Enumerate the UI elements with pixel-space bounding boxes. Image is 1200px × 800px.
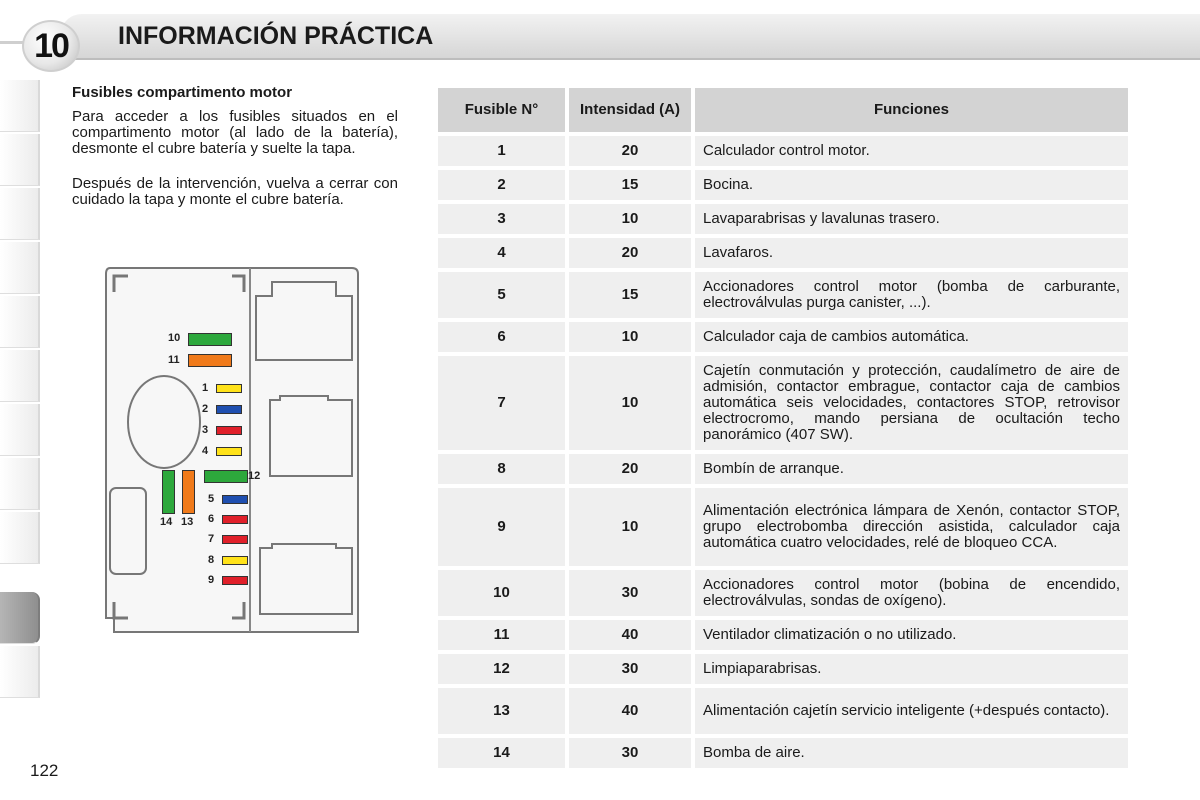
chapter-tab[interactable]	[0, 646, 40, 698]
fuse-8	[222, 556, 248, 565]
fuse-function: Alimentación cajetín servicio inteligente (+después contacto).	[695, 688, 1128, 734]
fuse-5	[222, 495, 248, 504]
table-row	[438, 454, 1128, 484]
fuse-function: Accionadores control motor (bomba de carburante, electroválvulas purga canister, ...).	[695, 272, 1128, 318]
fuse-function: Accionadores control motor (bobina de encendido, electroválvulas, sondas de oxígeno).	[695, 570, 1128, 616]
table-row	[438, 738, 1128, 768]
fuse-14	[162, 470, 175, 514]
fuse-number: 5	[438, 272, 565, 318]
fuse-label-11: 11	[168, 354, 180, 366]
fuse-label-7: 7	[208, 533, 215, 545]
table-row	[438, 688, 1128, 734]
table-row	[438, 356, 1128, 450]
fuse-function: Bomba de aire.	[695, 738, 1128, 768]
fuse-13	[182, 470, 195, 514]
chapter-tab[interactable]	[0, 242, 40, 294]
fuse-2	[216, 405, 242, 414]
table-row	[438, 570, 1128, 616]
fuse-function: Alimentación electrónica lámpara de Xenón, contactor STOP, grupo electrobomba dirección asistida, calculador caja automática cuatro velocidades, relé de bloqueo CCA.	[695, 488, 1128, 566]
table-row	[438, 204, 1128, 234]
fuse-10	[188, 333, 232, 346]
fuse-number: 3	[438, 204, 565, 234]
table-row	[438, 170, 1128, 200]
chapter-badge: 10	[22, 20, 80, 72]
fuse-label-9: 9	[208, 574, 215, 586]
fuse-amps: 15	[569, 272, 691, 318]
fuse-7	[222, 535, 248, 544]
table-row	[438, 272, 1128, 318]
fuse-number: 13	[438, 688, 565, 734]
fuse-number: 4	[438, 238, 565, 268]
fuse-number: 9	[438, 488, 565, 566]
fuse-number: 7	[438, 356, 565, 450]
chapter-tab[interactable]	[0, 458, 40, 510]
fuse-number: 1	[438, 136, 565, 166]
fuse-label-6: 6	[208, 513, 215, 525]
fuse-3	[216, 426, 242, 435]
column-header-fuse: Fusible N°	[438, 88, 565, 132]
fuse-number: 2	[438, 170, 565, 200]
fuse-number: 12	[438, 654, 565, 684]
fuse-number: 10	[438, 570, 565, 616]
column-header-amps: Intensidad (A)	[569, 88, 691, 132]
fuse-label-10: 10	[168, 332, 181, 344]
chapter-tab[interactable]	[0, 80, 40, 132]
fuse-amps: 10	[569, 322, 691, 352]
fuse-label-1: 1	[202, 382, 209, 394]
fuse-number: 14	[438, 738, 565, 768]
fuse-function: Lavaparabrisas y lavalunas trasero.	[695, 204, 1128, 234]
chapter-tab[interactable]	[0, 188, 40, 240]
fuse-label-8: 8	[208, 554, 215, 566]
fuse-amps: 20	[569, 136, 691, 166]
fuse-amps: 10	[569, 204, 691, 234]
fuse-function: Cajetín conmutación y protección, caudalímetro de aire de admisión, contactor embrague, contactor caja de cambios automática seis velocidades, contactores STOP, retrovisor electrocromo, mando persiana de ocultación techo panorámico (407 SW).	[695, 356, 1128, 450]
table-row	[438, 322, 1128, 352]
chapter-tab[interactable]	[0, 512, 40, 564]
fuse-function: Limpiaparabrisas.	[695, 654, 1128, 684]
column-header-functions: Funciones	[695, 88, 1128, 132]
fuse-function: Bocina.	[695, 170, 1128, 200]
fuse-label-12: 12	[248, 470, 261, 482]
fuse-table	[434, 84, 1132, 772]
fuse-amps: 40	[569, 620, 691, 650]
chapter-tabs	[0, 80, 44, 720]
chapter-tab[interactable]	[0, 350, 40, 402]
table-row	[438, 654, 1128, 684]
chapter-tab[interactable]	[0, 134, 40, 186]
fuse-number: 6	[438, 322, 565, 352]
fuse-amps: 15	[569, 170, 691, 200]
fuse-amps: 30	[569, 570, 691, 616]
fuse-6	[222, 515, 248, 524]
fuse-function: Calculador caja de cambios automática.	[695, 322, 1128, 352]
fuse-11	[188, 354, 232, 367]
fuse-amps: 30	[569, 738, 691, 768]
fuse-function: Ventilador climatización o no utilizado.	[695, 620, 1128, 650]
fuse-amps: 10	[569, 488, 691, 566]
table-row	[438, 238, 1128, 268]
fuse-amps: 20	[569, 454, 691, 484]
fuse-number: 11	[438, 620, 565, 650]
fuse-label-3: 3	[202, 424, 209, 436]
fuse-4	[216, 447, 242, 456]
fuse-label-14: 14	[160, 516, 173, 528]
fuse-amps: 20	[569, 238, 691, 268]
fuse-amps: 10	[569, 356, 691, 450]
fuse-9	[222, 576, 248, 585]
table-row	[438, 620, 1128, 650]
fuse-label-2: 2	[202, 403, 209, 415]
instruction-paragraph: Después de la intervención, vuelva a cerrar con cuidado la tapa y monte el cubre batería.	[72, 175, 398, 208]
fuse-label-5: 5	[208, 493, 215, 505]
table-header-row	[438, 88, 1128, 132]
fuse-amps: 40	[569, 688, 691, 734]
fuse-1	[216, 384, 242, 393]
fuse-12	[204, 470, 248, 483]
fuse-number: 8	[438, 454, 565, 484]
chapter-tab[interactable]	[0, 404, 40, 456]
fuse-label-13: 13	[181, 516, 194, 528]
fuse-box-diagram	[102, 266, 360, 634]
page-number: 122	[30, 761, 59, 780]
fuse-function: Calculador control motor.	[695, 136, 1128, 166]
fuse-label-4: 4	[202, 445, 209, 457]
fuse-function: Bombín de arranque.	[695, 454, 1128, 484]
chapter-tab-active[interactable]	[0, 592, 40, 644]
fuse-function: Lavafaros.	[695, 238, 1128, 268]
fuse-amps: 30	[569, 654, 691, 684]
section-heading: Fusibles compartimento motor	[72, 84, 293, 101]
chapter-tab[interactable]	[0, 296, 40, 348]
instruction-paragraph: Para acceder a los fusibles situados en el compartimento motor (al lado de la batería), desmonte el cubre batería y suelte la tapa.	[72, 108, 398, 157]
page-title: INFORMACIÓN PRÁCTICA	[118, 22, 434, 50]
table-row	[438, 136, 1128, 166]
table-row	[438, 488, 1128, 566]
